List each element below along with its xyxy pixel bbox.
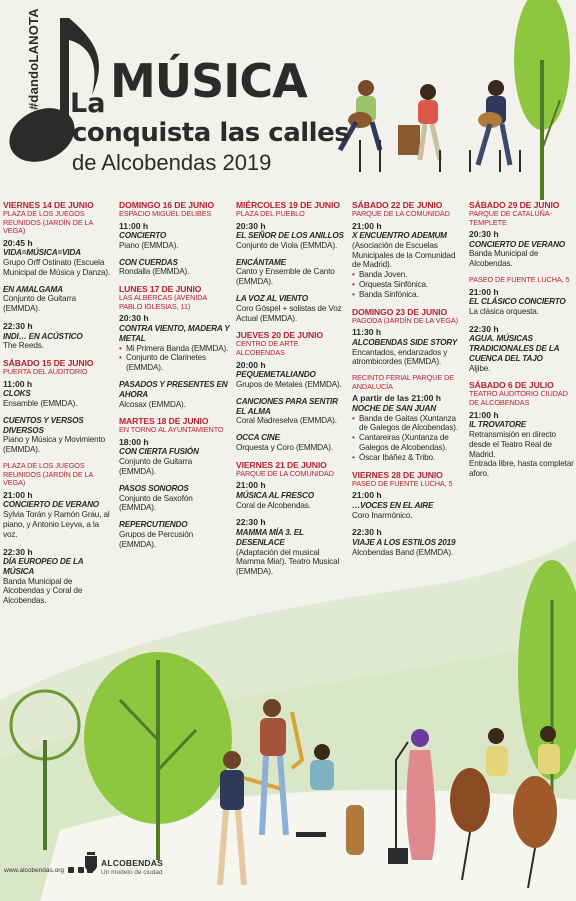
event-venue: EN TORNO AL AYUNTAMIENTO bbox=[119, 425, 224, 435]
event-title: CONCIERTO DE VERANO bbox=[469, 239, 565, 249]
event-time: 22:30 h bbox=[236, 517, 266, 528]
title-musica: MÚSICA bbox=[110, 54, 307, 108]
footer-slogan: Un modelo de ciudad bbox=[101, 869, 163, 876]
event-bullet: • Conjunto de Clarinetes (EMMDA). bbox=[119, 353, 231, 373]
event-description: Piano y Música y Movimiento (EMMDA). bbox=[3, 435, 105, 455]
event-description: Orquesta y Coro (EMMDA). bbox=[236, 442, 333, 452]
event-date: DOMINGO 16 DE JUNIO bbox=[119, 200, 215, 210]
event-bullet: • Cantareiras (Xuntanza de Galegos de Alcobendas). bbox=[352, 433, 466, 453]
event-description: Piano (EMMDA). bbox=[119, 240, 179, 250]
event-description: Alcobendas Band (EMMDA). bbox=[352, 547, 454, 557]
event-time: 20:30 h bbox=[469, 229, 499, 240]
event-time: 20:00 h bbox=[236, 359, 266, 370]
event-time: 22:30 h bbox=[469, 323, 499, 334]
event-description: Canto y Ensemble de Canto (EMMDA). bbox=[236, 267, 335, 287]
event-time: 11:30 h bbox=[352, 327, 382, 338]
city-crest-icon bbox=[84, 852, 98, 874]
event bbox=[236, 294, 348, 323]
event-title: AGUA. MÚSICAS TRADICIONALES DE LA CUENCA DEL TAJO bbox=[469, 334, 560, 363]
event-title: EL SEÑOR DE LOS ANILLOS bbox=[236, 231, 344, 241]
event-time: 20:30 h bbox=[236, 220, 266, 231]
event-venue: PARQUE DE LA COMUNIDAD bbox=[352, 209, 450, 218]
event-venue: PASEO DE FUENTE LUCHA, 5 bbox=[469, 275, 570, 285]
event-title: CONTRA VIENTO, MADERA Y METAL bbox=[119, 323, 230, 343]
event bbox=[3, 547, 115, 606]
event bbox=[236, 258, 348, 287]
event bbox=[3, 462, 115, 539]
event-date: MIÉRCOLES 19 DE JUNIO bbox=[236, 200, 340, 210]
title-la: La bbox=[70, 88, 106, 119]
event-description: Banda Municipal de Alcobendas. bbox=[469, 249, 539, 269]
event-venue: LAS ALBERCAS (AVENIDA PABLO IGLESIAS, 11) bbox=[119, 293, 207, 311]
event bbox=[352, 307, 466, 367]
event-time: 11:00 h bbox=[3, 378, 33, 389]
event bbox=[3, 285, 115, 314]
event-description: Grupos de Metales (EMMDA). bbox=[236, 379, 342, 389]
event-title: CONCIERTO DE VERANO bbox=[3, 500, 99, 510]
event-description: La clásica orquesta. bbox=[469, 306, 539, 316]
event-note: Entrada libre, hasta completar aforo. bbox=[469, 459, 574, 479]
event-bullet: • Orquesta Sinfónica. bbox=[352, 280, 466, 290]
event-description: Rondalla (EMMDA). bbox=[119, 267, 190, 277]
event-description: (Adaptación del musical Mamma Mia!). Teatro Musical (EMMDA). bbox=[236, 547, 340, 577]
event-time: 22:30 h bbox=[352, 527, 382, 538]
event-title: CLOKS bbox=[3, 389, 31, 399]
schedule-column-2 bbox=[119, 200, 231, 557]
event-description: Ensamble (EMMDA). bbox=[3, 399, 78, 409]
event-description: Grupo Orff Ostinato (Escuela Municipal de Música y Danza). bbox=[3, 258, 111, 277]
event-date: SÁBADO 29 DE JUNIO bbox=[469, 200, 560, 210]
event-title: EL CLÁSICO CONCIERTO bbox=[469, 297, 566, 307]
event-date: SÁBADO 15 DE JUNIO bbox=[3, 358, 94, 369]
event-time: 21:00 h bbox=[352, 220, 382, 231]
event-time: 22:30 h bbox=[3, 321, 33, 332]
event bbox=[3, 200, 115, 278]
event-title: EN AMALGAMA bbox=[3, 284, 63, 294]
event-time: 21:00 h bbox=[352, 490, 382, 501]
event bbox=[3, 358, 115, 409]
event-description: Banda Municipal de Alcobendas y Coral de Alcobendas. bbox=[3, 576, 83, 606]
event-title: …VOCES EN EL AIRE bbox=[352, 500, 434, 510]
event-description: Grupos de Percusión (EMMDA). bbox=[119, 530, 194, 549]
event-venue: PLAZA DE LOS JUEGOS REUNIDOS (JARDÍN DE LA VEGA) bbox=[3, 461, 93, 488]
event bbox=[469, 276, 575, 317]
event-time: 11:00 h bbox=[119, 220, 149, 231]
event-description: Coro Inarmónico. bbox=[352, 510, 413, 520]
event-title: IL TROVATORE bbox=[469, 420, 527, 430]
event-venue: PLAZA DEL PUEBLO bbox=[236, 209, 305, 218]
event-date: VIERNES 14 DE JUNIO bbox=[3, 200, 94, 210]
event bbox=[352, 200, 466, 300]
event-date: VIERNES 28 DE JUNIO bbox=[352, 469, 443, 480]
event-date: SÁBADO 6 DE JULIO bbox=[469, 380, 554, 391]
event-description: The Reeds. bbox=[3, 341, 44, 351]
event-time: 18:00 h bbox=[119, 436, 149, 447]
event-bullet: • Óscar Ibáñez & Tribo. bbox=[352, 453, 466, 463]
event-date: VIERNES 21 DE JUNIO bbox=[236, 459, 327, 470]
event-time: 21:00 h bbox=[469, 286, 499, 297]
event bbox=[3, 416, 115, 455]
event-description: Conjunto de Viola (EMMDA). bbox=[236, 240, 338, 250]
event-time: 21:00 h bbox=[3, 489, 33, 500]
event bbox=[119, 200, 231, 251]
event bbox=[236, 330, 348, 389]
event bbox=[236, 397, 348, 426]
event bbox=[119, 380, 231, 409]
event bbox=[469, 380, 575, 478]
event-title: OCCA CINE bbox=[236, 433, 280, 443]
event-venue: PUERTA DEL AUDITORIO bbox=[3, 367, 88, 377]
event-title: REPERCUTIENDO bbox=[119, 520, 188, 530]
event-time: 21:00 h bbox=[236, 480, 266, 491]
event-time: 22:30 h bbox=[3, 546, 33, 557]
schedule-column-3 bbox=[236, 200, 348, 584]
event-description: Coro Góspel + solistas de Voz Actual (EMMDA). bbox=[236, 303, 342, 323]
title-subtitle: conquista las calles bbox=[72, 118, 350, 148]
event-venue: RECINTO FERIAL PARQUE DE ANDALUCÍA bbox=[352, 373, 455, 391]
event-title: CANCIONES PARA SENTIR EL ALMA bbox=[236, 396, 338, 416]
event-description: Sylvia Torán y Ramón Grau, al piano, y Antonio Leyva, a la voz. bbox=[3, 510, 110, 539]
event-title: CON CIERTA FUSIÓN bbox=[119, 447, 199, 457]
event-description: Conjunto de Guitarra (EMMDA). bbox=[119, 457, 193, 477]
event bbox=[236, 200, 348, 251]
event-description: Alcosax (EMMDA). bbox=[119, 399, 186, 409]
event-title: INDI… EN ACÚSTICO bbox=[3, 331, 83, 341]
event-venue: ESPACIO MIGUEL DELIBES bbox=[119, 209, 212, 218]
event bbox=[352, 527, 466, 557]
event bbox=[119, 520, 231, 549]
event-time: 20:30 h bbox=[119, 313, 149, 324]
event-title: CON CUERDAS bbox=[119, 257, 178, 267]
event-title: X ENCUENTRO ADEMUM bbox=[352, 231, 447, 241]
event bbox=[469, 324, 575, 374]
event-venue: PLAZA DE LOS JUEGOS REUNIDOS (JARDÍN DE LA VEGA) bbox=[3, 209, 93, 236]
event-description: Encantados, endanzados y atrombicordes (EMMDA). bbox=[352, 347, 448, 367]
event-time: 21:00 h bbox=[469, 409, 499, 420]
event-time: A partir de las 21:00 h bbox=[352, 393, 441, 404]
event-bullet: • Banda de Gaitas (Xuntanza de Galegos de Alcobendas). bbox=[352, 414, 466, 434]
event-time: 20:45 h bbox=[3, 237, 33, 248]
schedule-column-5 bbox=[469, 200, 575, 486]
event-title: VIDA=MÚSICA=VIDA bbox=[3, 248, 81, 258]
event-description: Conjunto de Saxofón (EMMDA). bbox=[119, 493, 193, 513]
event-title: PASADOS Y PRESENTES EN AHORA bbox=[119, 379, 228, 399]
footer-city-name: ALCOBENDAS bbox=[101, 858, 163, 868]
event bbox=[352, 470, 466, 521]
event-title: VIAJE A LOS ESTILOS 2019 bbox=[352, 537, 456, 547]
event-venue: CENTRO DE ARTE ALCOBENDAS bbox=[236, 339, 299, 358]
event-bullet: • Mi Primera Banda (EMMDA). bbox=[119, 344, 231, 354]
event-venue: PARQUE DE CATALUÑA-TEMPLETE bbox=[469, 209, 552, 227]
schedule-column-4 bbox=[352, 200, 466, 564]
event-title: CUENTOS Y VERSOS DIVERSOS bbox=[3, 415, 84, 435]
event bbox=[352, 374, 466, 462]
event-venue: PAGODA (JARDÍN DE LA VEGA) bbox=[352, 315, 458, 325]
event bbox=[469, 200, 575, 269]
event bbox=[119, 416, 231, 476]
event-date: MARTES 18 DE JUNIO bbox=[119, 416, 209, 427]
event-date: JUEVES 20 DE JUNIO bbox=[236, 330, 324, 341]
event-date: SÁBADO 22 DE JUNIO bbox=[352, 200, 443, 210]
footer-website[interactable] bbox=[4, 867, 93, 874]
event-title: LA VOZ AL VIENTO bbox=[236, 294, 308, 304]
event-title: PEQUEMETALIANDO bbox=[236, 370, 316, 380]
event bbox=[236, 460, 348, 511]
event-description: Coral Madreselva (EMMDA). bbox=[236, 416, 337, 426]
hashtag: #dandoLANOTA bbox=[26, 8, 41, 110]
event-title: CONCIERTO bbox=[119, 231, 167, 241]
event-title: ENCÁNTAME bbox=[236, 257, 286, 267]
event-title: ALCOBENDAS SIDE STORY bbox=[352, 337, 458, 347]
poster-header bbox=[0, 0, 576, 195]
event bbox=[119, 258, 231, 278]
event-bullet: • Banda Sinfónica. bbox=[352, 290, 466, 300]
event-date: LUNES 17 DE JUNIO bbox=[119, 284, 202, 295]
event-description: Conjunto de Guitarra (EMMDA). bbox=[3, 294, 77, 314]
event-description: Coral de Alcobendas. bbox=[236, 500, 311, 510]
event-title: PASOS SONOROS bbox=[119, 483, 189, 493]
event-description: Retransmisión en directo desde el Teatro Real de Madrid. bbox=[469, 429, 556, 459]
event bbox=[3, 321, 115, 351]
event bbox=[236, 433, 348, 453]
schedule-column-1 bbox=[3, 200, 115, 613]
event-title: MÚSICA AL FRESCO bbox=[236, 490, 314, 500]
event-description: (Asociación de Escuelas Municipales de la Comunidad de Madrid). bbox=[352, 240, 456, 270]
event-date: DOMINGO 23 DE JUNIO bbox=[352, 306, 448, 317]
event-title: NOCHE DE SAN JUAN bbox=[352, 403, 436, 413]
event-venue: PASEO DE FUENTE LUCHA, 5 bbox=[352, 478, 453, 488]
event-title: MAMMA MÍA 3. EL DESENLACE bbox=[236, 527, 304, 547]
twitter-icon[interactable] bbox=[78, 867, 84, 873]
title-place: de Alcobendas 2019 bbox=[72, 150, 272, 175]
event-description: Aljibe. bbox=[469, 363, 491, 373]
website-link[interactable]: www.alcobendas.org bbox=[4, 867, 64, 874]
event-venue: TEATRO AUDITORIO CIUDAD DE ALCOBENDAS bbox=[469, 389, 568, 408]
event-bullet: • Banda Joven. bbox=[352, 270, 466, 280]
event bbox=[236, 517, 348, 576]
event-title: DÍA EUROPEO DE LA MÚSICA bbox=[3, 557, 84, 576]
event bbox=[119, 284, 231, 373]
event bbox=[119, 484, 231, 513]
event-venue: PARQUE DE LA COMUNIDAD bbox=[236, 468, 334, 478]
instagram-icon[interactable] bbox=[68, 867, 74, 873]
